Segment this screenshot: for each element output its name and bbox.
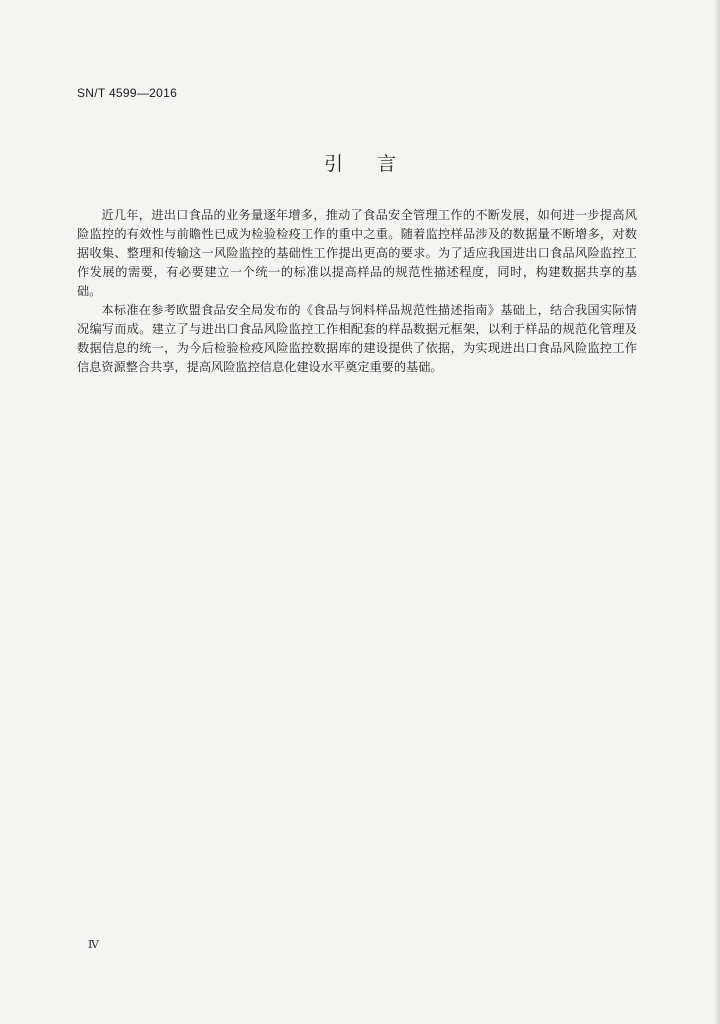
page-number: Ⅳ	[88, 938, 99, 951]
page-title: 引言	[323, 153, 430, 175]
paragraph-2: 本标准在参考欧盟食品安全局发布的《食品与饲料样品规范性描述指南》基础上，结合我国实际情况编写而成。建立了与进出口食品风险监控工作相配套的样品数据元框架，以利于样品的规范化管理及数据信息的统一，为今后检验检疫风险监控数据库的建设提供了依据，为实现进出口食品风险监控工作信息资源整合共享，提高风险监控信息化建设水平奠定重要的基础。	[77, 303, 637, 374]
paragraph-1: 近几年，进出口食品的业务量逐年增多，推动了食品安全管理工作的不断发展，如何进一步提高风险监控的有效性与前瞻性已成为检验检疫工作的重中之重。随着监控样品涉及的数据量不断增多，对数据收集、整理和传输这一风险监控的基础性工作提出更高的要求。为了适应我国进出口食品风险监控工作发展的需要，有必要建立一个统一的标准以提高样品的规范性描述程度，同时，构建数据共享的基础。	[77, 208, 637, 298]
scan-edge-shadow	[714, 0, 720, 1024]
standard-code: SN/T 4599—2016	[77, 86, 178, 100]
body-text	[77, 206, 637, 377]
